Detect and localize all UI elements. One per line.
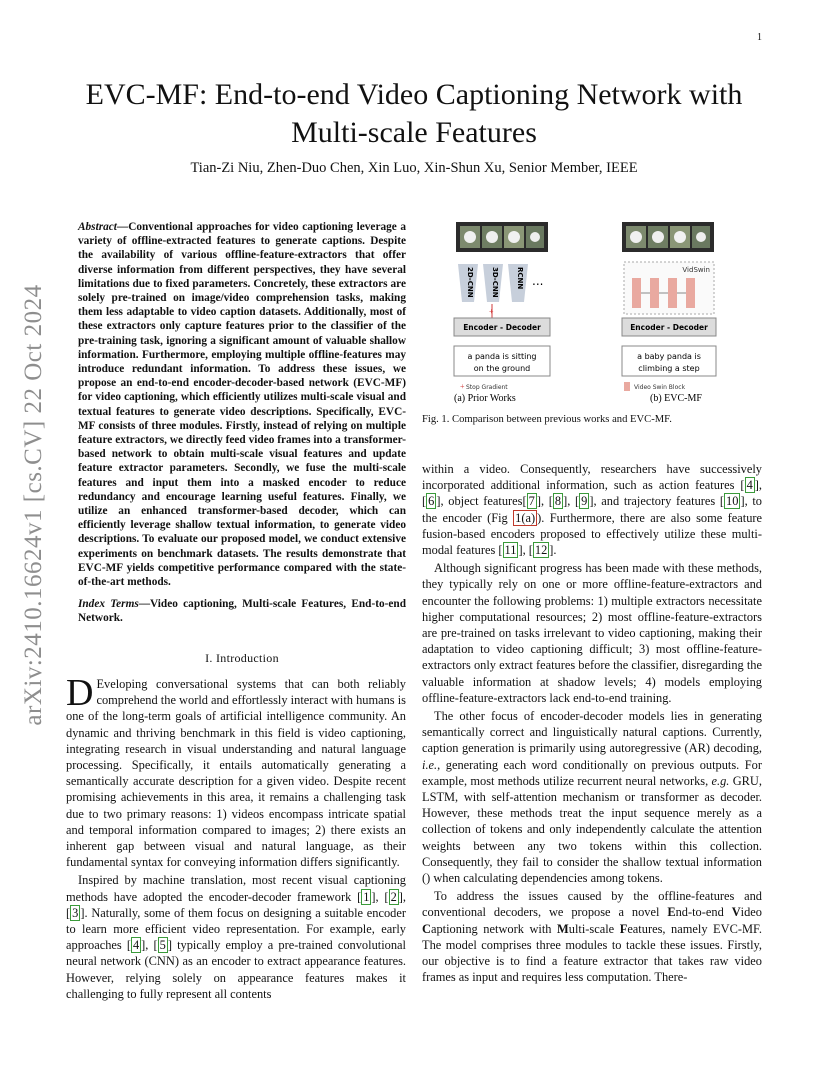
intro-paragraph-3: within a video. Consequently, researchers have successively incorporated additional information, such as action features [ 4 ], [ 6 ], object features[ 7 ], [ 8 ], [ 9 ], and trajectory features [ 10 ], to the encoder (Fig 1(a) ). Furthermore, there are also some feature fusion-based encoders proposed to effectively utilize these multi-modal features [ 11 ], [ 12 ]. <box>422 462 763 558</box>
swin-block <box>632 278 641 308</box>
sublabel-a: (a) Prior Works <box>454 393 516 404</box>
citation-link[interactable]: 7 <box>528 494 535 509</box>
extractor-label: 2D-CNN <box>466 267 474 298</box>
figure-ref-link[interactable]: 1(a) <box>515 510 536 525</box>
figure-right-panel <box>622 222 716 404</box>
intro-left-column <box>66 672 406 1004</box>
index-terms-text: Video captioning, Multi-scale Features, End-to-end Network. <box>78 598 406 625</box>
encoder-decoder-label: Encoder - Decoder <box>630 323 708 332</box>
intro-right-column <box>422 461 762 988</box>
stop-gradient-mark: + <box>489 307 494 316</box>
citation-link[interactable]: 1 <box>363 889 370 904</box>
intro-paragraph-5: The other focus of encoder-decoder models lies in generating semantically correct and linguistically natural captions. Currently, caption generation is primarily using autoregressive (AR) decoding, i.e., generating each word conditionally on previous outputs. For example, most methods utilize recurrent neural networks, e.g. GRU, LSTM, with self-attention mechanism or transformer as decoder. However, these methods treat the input sequence merely as a collection of tokens and only independently calculate the attention weights between any two tokens within this collection. Consequently, they fail to consider the shallow textual information () when calculating dependencies among tokens. <box>422 709 762 886</box>
citation-link[interactable]: 9 <box>581 494 588 509</box>
section-heading: I. Introduction <box>205 651 279 665</box>
intro-paragraph-1: D Eveloping conversational systems that can both reliably comprehend the world and effortlessly interact with humans is one of the long-term goals of artificial intelligence community. An dynamic and thriving benchmark in this field is video captioning, integrating research in visual understanding and natural language processing. Specifically, it entails automatically generating a semantically accurate description for a given video. Despite recent promising achievements in this area, it remains a challenging task due to two primary reasons: 1) videos encompass intricate spatial and temporal information compared to images; 2) there exists an inherent gap between visual and natural language, as their fundamental syntax for conveying information differs significantly. <box>66 672 406 870</box>
citation-link[interactable]: 10 <box>726 494 739 509</box>
figure-caption: Fig. 1. Comparison between previous works and EVC-MF. <box>422 414 672 425</box>
citation-link[interactable]: 3 <box>72 905 79 920</box>
extractor-label: 3D-CNN <box>491 267 499 298</box>
citation-link[interactable]: 4 <box>746 478 753 493</box>
video-frames-left <box>456 222 548 252</box>
ellipsis: ... <box>532 274 544 288</box>
caption-text-left: a panda is sitting <box>467 352 537 361</box>
video-frames-right <box>622 222 714 252</box>
stop-gradient-icon: + <box>460 382 465 391</box>
abstract-text: Conventional approaches for video captioning leverage a variety of offline-extracted features to generate captions. Despite the availability of various offline-feature-extractors that offer diverse information from different perspectives, they have several limitations due to fixed parameters. Concretely, these extractors are solely pre-trained on image/video comprehension tasks, making them less adaptable to video caption datasets. Additionally, most of these extractors only capture features prior to the classifier of the pre-training task, ignoring a significant amount of valuable shallow information. Furthermore, employing multiple offline-features may introduce redundant information. To address these issues, we propose an end-to-end encoder-decoder-based network (EVC-MF) for video captioning, which efficiently utilizes multi-scale visual and textual features to generate video descriptions. Specifically, EVC-MF consists of three modules. Firstly, instead of relying on multiple feature extractors, we directly feed video frames into a transformer-based network to obtain multi-scale visual features and update feature extractor parameters. Secondly, we fuse the multi-scale features and input them into a masked encoder to reduce redundancy and encourage learning useful features. Finally, we utilize an enhanced transformer-based decoder, which can efficiently leverage shallow textual information, to generate video descriptions. To evaluate our proposed model, we conduct extensive experiments on benchmark datasets. The results demonstrate that EVC-MF yields competitive performance compared with the state-of-the-art methods. <box>78 221 406 589</box>
abstract: Abstract—Conventional approaches for video captioning leverage a variety of offline-extracted features to generate captions. Despite the availability of various offline-feature-extractors that offer diverse information from different perspectives, they have several limitations due to fixed parameters. Concretely, these extractors are solely pre-trained on image/video comprehension tasks, making them less adaptable to video caption datasets. Additionally, most of these extractors only capture features prior to the classifier of the pre-training task, ignoring a significant amount of valuable shallow information. Furthermore, employing multiple offline-features may introduce redundant information. To address these issues, we propose an end-to-end encoder-decoder-based network (EVC-MF) for video captioning, which efficiently utilizes multi-scale visual and textual features to generate video descriptions. Specifically, EVC-MF consists of three modules. Firstly, instead of relying on multiple feature extractors, we directly feed video frames into a transformer-based network to obtain multi-scale visual features and update feature extractor parameters. Secondly, we fuse the multi-scale features and input them into a masked encoder to reduce redundancy and encourage learning useful features. Finally, we utilize an enhanced transformer-based decoder, which can efficiently leverage shallow textual information, to generate video descriptions. To evaluate our proposed model, we conduct extensive experiments on benchmark datasets. The results demonstrate that EVC-MF yields competitive performance compared with the state-of-the-art methods. <box>78 221 406 589</box>
legend-stop-gradient: Stop Gradient <box>466 384 508 391</box>
intro-paragraph-4: Although significant progress has been made with these methods, they typically rely on one or more offline-feature-extractors and encounter the following problems: 1) multiple extractors necessitate higher computational resources; 2) most offline-feature-extractors are pre-trained on tasks irrelevant to video captioning, making their adaptation to video captioning difficult; 3) most offline-feature-extractors only extract features before the classifier, disregarding the valuable information at shadow levels; 4) models employing offline-feature-extractors lack end-to-end training. <box>422 561 762 705</box>
caption-text-right: climbing a step <box>638 364 700 373</box>
swin-block <box>668 278 677 308</box>
figure-1 <box>452 222 752 412</box>
index-terms: Index Terms—Video captioning, Multi-scale Features, End-to-end Network. <box>78 598 406 625</box>
drop-cap: D <box>66 672 94 714</box>
figure-left-panel <box>454 222 550 404</box>
citation-link[interactable]: 11 <box>504 543 517 558</box>
arxiv-stamp: arXiv:2410.16624v1 [cs.CV] 22 Oct 2024 <box>20 284 47 726</box>
authors: Tian-Zi Niu, Zhen-Duo Chen, Xin Luo, Xin-Shun Xu, Senior Member, IEEE <box>190 160 638 176</box>
citation-link[interactable]: 6 <box>428 494 435 509</box>
index-terms-label: Index Terms <box>78 598 139 610</box>
citation-link[interactable]: 4 <box>132 938 140 953</box>
legend-swin-block: Video Swin Block <box>634 384 686 391</box>
swin-block <box>686 278 695 308</box>
extractor-label: RCNN <box>516 267 524 290</box>
abstract-label: Abstract <box>78 221 117 233</box>
citation-link[interactable]: 5 <box>159 938 166 953</box>
caption-text-right: a baby panda is <box>637 352 701 361</box>
citation-link[interactable]: 12 <box>534 543 548 558</box>
caption-text-left: on the ground <box>473 364 531 373</box>
paper-title: EVC-MF: End-to-end Video Captioning Network with Multi-scale Features <box>85 78 743 149</box>
page-number: 1 <box>757 32 762 43</box>
swin-block <box>650 278 659 308</box>
encoder-decoder-label: Encoder - Decoder <box>463 323 541 332</box>
sublabel-b: (b) EVC-MF <box>650 393 702 404</box>
intro-paragraph-2: Inspired by machine translation, most recent visual captioning methods have adopted the encoder-decoder framework [ 1 ], [ 2 ], [ 3 ]. Naturally, some of them focus on designing a suitable encoder to learn more efficient video representation. For example, early approaches [ 4 ], [ 5 ] typically employ a pre-trained convolutional neural network (CNN) as an encoder to extract appearance features. However, relying solely on appearance features makes it challenging to fully represent all contents <box>66 873 406 1001</box>
intro-paragraph-6: To address the issues caused by the offline-features and conventional decoders, we propose a novel End-to-end Video Captioning network with Multi-scale Features, namely EVC-MF. The model comprises three modules to tackle these issues. Firstly, our objective is to find a feature extractor that takes raw video frames as input and requires less computation. There- <box>422 889 762 985</box>
legend-swin-swatch <box>624 382 630 391</box>
citation-link[interactable]: 8 <box>554 494 562 509</box>
vidswin-label: VidSwin <box>682 266 710 274</box>
citation-link[interactable]: 2 <box>390 889 397 904</box>
